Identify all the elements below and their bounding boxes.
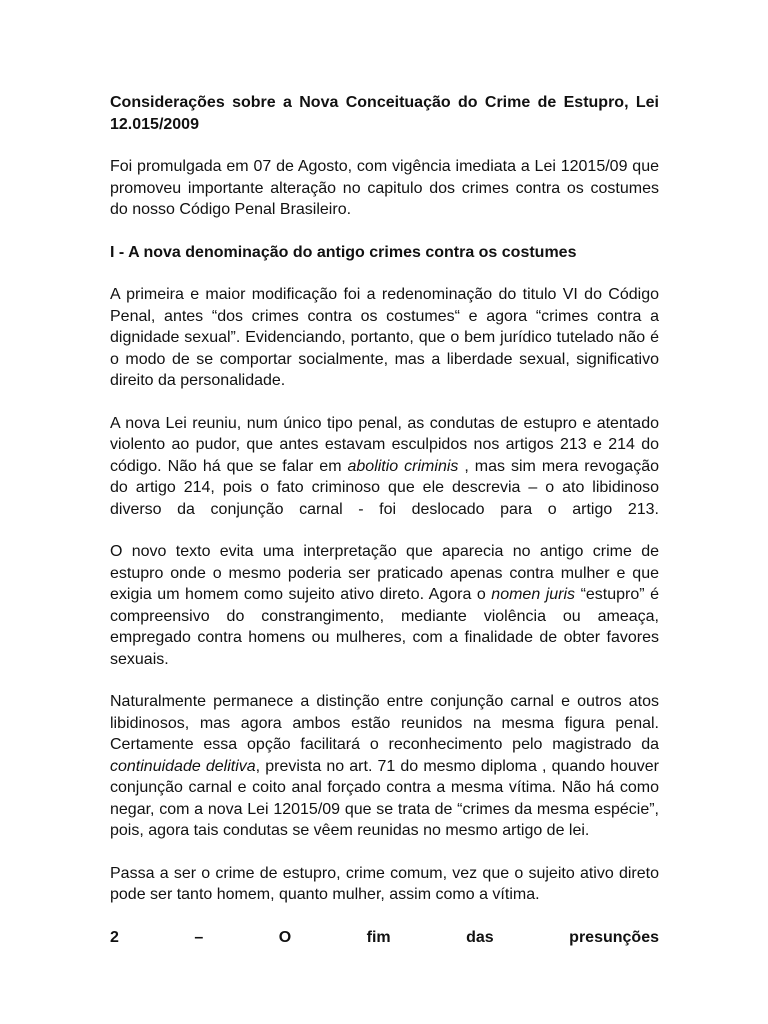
paragraph-3-text-b: “estupro” é compreensivo do constrangimento, mediante violência ou ameaça, empregado contra homens ou mulheres, com a finalidade de obter favores sexuais. <box>110 586 659 668</box>
paragraph-5: Passa a ser o crime de estupro, crime comum, vez que o sujeito ativo direto pode ser tanto homem, quanto mulher, assim como a vítima. <box>110 864 659 903</box>
paragraph-4 <box>110 691 659 842</box>
paragraph-1: A primeira e maior modificação foi a redenominação do titulo VI do Código Penal, antes “dos crimes contra os costumes“ e agora “crimes contra a dignidade sexual”. Evidenciando, portanto, que o bem jurídico tutelado não é o modo de se comportar socialmente, mas a liberdade sexual, significativo direito da personalidade. <box>110 286 659 389</box>
paragraph-2-italic: abolitio criminis <box>347 457 459 475</box>
paragraph-4-text-a: Naturalmente permanece a distinção entre conjunção carnal e outros atos libidinosos, mas agora ambos estão reunidos na mesma figura penal. Certamente essa opção facilitará o reconhecimento pelo magistrado da <box>110 693 659 753</box>
paragraph-2-text-b: , mas sim mera revogação do artigo 214, pois o fato criminoso que ele descrevia – o ato libidinoso diverso da conjunção carnal - foi deslocado para o artigo 213. <box>110 457 659 518</box>
intro-paragraph: Foi promulgada em 07 de Agosto, com vigência imediata a Lei 12015/09 que promoveu importante alteração no capitulo dos crimes contra os costumes do nosso Código Penal Brasileiro. <box>110 158 659 218</box>
paragraph-4-text-b: , prevista no art. 71 do mesmo diploma , quando houver conjunção carnal e coito anal forçado contra a mesma vítima. Não há como negar, com a nova Lei 12015/09 que se trata de “crimes da mesma espécie”, pois, agora tais condutas se vêem reunidas no mesmo artigo de lei. <box>110 757 660 839</box>
section-1-heading: I - A nova denominação do antigo crimes contra os costumes <box>110 243 577 261</box>
paragraph-4-italic: continuidade delitiva <box>110 757 256 775</box>
paragraph-3-italic: nomen juris <box>491 586 576 603</box>
paragraph-3 <box>110 541 659 670</box>
paragraph-3-text-a: O novo texto evita uma interpretação que aparecia no antigo crime de estupro onde o mesmo poderia ser praticado apenas contra mulher e que exigia um homem como sujeito ativo direto. Agora o <box>110 543 659 603</box>
section-2-heading: 2 – O fim das presunções <box>110 928 659 946</box>
document-page <box>110 92 659 948</box>
paragraph-2-text-a: A nova Lei reuniu, num único tipo penal, as condutas de estupro e atentado violento ao pudor, que antes estavam esculpidos nos artigos 213 e 214 do código. Não há que se falar em <box>110 414 659 475</box>
document-title: Considerações sobre a Nova Conceituação do Crime de Estupro, Lei 12.015/2009 <box>110 94 659 133</box>
paragraph-2 <box>110 413 659 521</box>
